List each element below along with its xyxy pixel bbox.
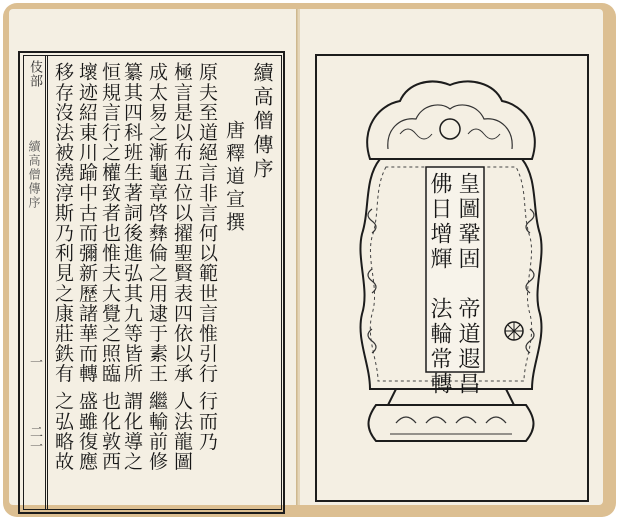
text-column-5-end: 也化敦西: [99, 391, 121, 472]
text-column-6: 壞迹紹東川踰中古而彌新歷諸華而轉: [76, 62, 98, 384]
text-column-1: 原夫至道絕言非言何以範世言惟引行: [196, 62, 218, 384]
canopy-jewel: [440, 119, 460, 139]
margin-label-title: 續高僧傳序: [27, 140, 41, 210]
text-column-6-end: 盛雖復應: [76, 391, 98, 472]
margin-label-top: 伎部: [27, 60, 42, 88]
text-column-4-end: 謂化導之: [121, 391, 143, 472]
text-column-3: 成太易之漸龜章啓彝倫之用逮于素王: [146, 62, 168, 384]
text-column-7-end: 之弘略故: [52, 391, 74, 472]
preface-title: 續高僧傳序: [250, 62, 274, 182]
plaque-inscription-right: 皇圖鞏固 帝道遐昌: [455, 172, 480, 397]
text-column-4: 纂其四科班生著詞後進弘其九等皆所: [121, 62, 143, 384]
margin-label-volume: 一: [27, 355, 42, 369]
text-column-7: 移存沒法被澆淳斯乃利見之康莊鉄有: [52, 62, 74, 384]
plaque-inscription-left: 佛日增輝 法輪常轉: [427, 172, 452, 397]
margin-label-page-number: 二一: [27, 425, 42, 453]
text-column-2: 極言是以布五位以擢聖賢表四依以承: [171, 62, 193, 384]
text-column-1-end: 行而乃: [196, 391, 218, 452]
text-column-5: 恒規言行之權致者也惟夫大覺之照臨: [99, 62, 121, 384]
canopy-ornament: [367, 82, 535, 159]
preface-author: 唐釋道宣撰: [223, 120, 245, 235]
text-column-3-end: 繼輸前修: [146, 391, 168, 472]
margin-rule-2: [45, 55, 46, 510]
margin-rule: [47, 55, 48, 510]
text-column-2-end: 人法龍圖: [171, 391, 193, 472]
